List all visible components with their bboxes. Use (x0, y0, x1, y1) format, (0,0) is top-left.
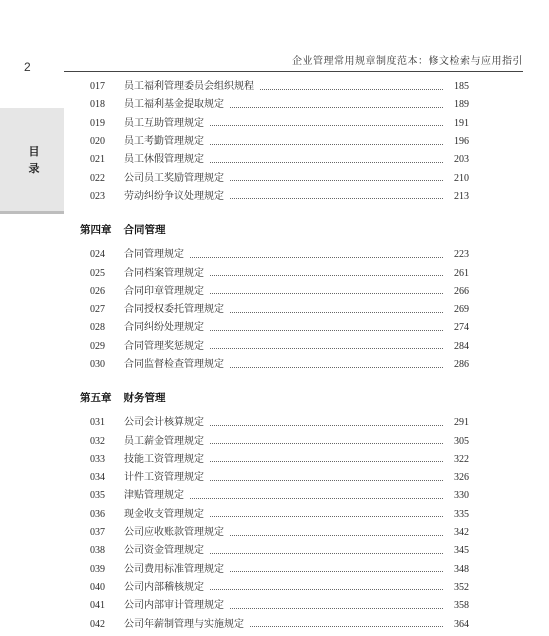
toc-entry-title: 公司内部审计管理规定 (124, 600, 224, 612)
toc-dot-leader (210, 589, 443, 590)
chapter-label: 第四章 (80, 223, 112, 236)
toc-entry-title: 公司年薪制管理与实施规定 (124, 618, 244, 630)
toc-entry-number: 025 (90, 267, 105, 279)
toc-entry-number: 038 (90, 545, 105, 557)
toc-entry[interactable] (80, 115, 469, 133)
running-header-title: 企业管理常用规章制度范本：修文检索与应用指引 (292, 56, 523, 67)
side-tab-accent-bar (0, 211, 64, 214)
toc-dot-leader (230, 180, 443, 181)
toc-dot-leader (190, 257, 443, 258)
chapter-heading (80, 387, 469, 407)
toc-entry-page: 191 (454, 117, 469, 129)
toc-entry-page: 189 (454, 99, 469, 111)
toc-entry-title: 公司会计核算规定 (124, 417, 204, 429)
toc-entry[interactable] (80, 432, 469, 450)
toc-dot-leader (210, 443, 443, 444)
toc-entry[interactable] (80, 451, 469, 469)
toc-entry[interactable] (80, 283, 469, 301)
toc-dot-leader (210, 144, 443, 145)
toc-entry[interactable] (80, 301, 469, 319)
page-number: 2 (24, 60, 31, 74)
toc-dot-leader (230, 571, 443, 572)
toc-dot-leader (210, 330, 443, 331)
toc-entry[interactable] (80, 264, 469, 282)
toc-entry-page: 185 (454, 81, 469, 93)
toc-entry-number: 018 (90, 99, 105, 111)
toc-entry-title: 员工福利基金提取规定 (124, 99, 224, 111)
toc-dot-leader (210, 480, 443, 481)
toc-entry-number: 040 (90, 581, 105, 593)
toc-entry-number: 042 (90, 618, 105, 630)
toc-entry-page: 203 (454, 154, 469, 166)
toc-dot-leader (210, 425, 443, 426)
toc-dot-leader (210, 516, 443, 517)
toc-entry-number: 023 (90, 190, 105, 202)
toc-entry-page: 196 (454, 136, 469, 148)
toc-entry-number: 039 (90, 563, 105, 575)
toc-entry[interactable] (80, 151, 469, 169)
toc-dot-leader (230, 535, 443, 536)
toc-entry-page: 342 (454, 527, 469, 539)
toc-entry-title: 津贴管理规定 (124, 490, 184, 502)
toc-entry-title: 合同管理奖惩规定 (124, 340, 204, 352)
side-tab-char: 录 (28, 161, 40, 175)
toc-entry-title: 公司费用标准管理规定 (124, 563, 224, 575)
toc-entry-page: 322 (454, 453, 469, 465)
toc-entry-title: 公司员工奖励管理规定 (124, 172, 224, 184)
toc-entry-title: 公司内部稽核规定 (124, 581, 204, 593)
chapter-label: 第五章 (80, 391, 112, 404)
toc-entry-page: 210 (454, 172, 469, 184)
toc-entry-page: 223 (454, 249, 469, 261)
toc-dot-leader (230, 107, 443, 108)
toc-entry-page: 286 (454, 359, 469, 370)
toc-entry[interactable] (80, 246, 469, 264)
toc-entry-number: 017 (90, 81, 105, 93)
toc-dot-leader (230, 367, 443, 368)
chapter-name: 财务管理 (123, 391, 166, 404)
toc-entry-page: 335 (454, 508, 469, 520)
header-rule (64, 71, 523, 72)
toc-entry-number: 031 (90, 417, 105, 429)
toc-entry[interactable] (80, 338, 469, 356)
toc-entry-title: 合同印章管理规定 (124, 285, 204, 297)
toc-entry-title: 合同授权委托管理规定 (124, 304, 224, 316)
toc-entry-title: 员工互助管理规定 (124, 117, 204, 129)
toc-entry-page: 326 (454, 472, 469, 484)
toc-entry-page: 352 (454, 581, 469, 593)
toc-entry[interactable] (80, 615, 469, 633)
toc-entry[interactable] (80, 78, 469, 96)
toc-dot-leader (210, 293, 443, 294)
toc-entry-title: 技能工资管理规定 (124, 453, 204, 465)
toc-entry-title: 劳动纠纷争议处理规定 (124, 190, 224, 202)
toc-entry-number: 041 (90, 600, 105, 612)
toc-entry-page: 345 (454, 545, 469, 557)
toc-entry-page: 261 (454, 267, 469, 279)
toc-dot-leader (250, 626, 443, 627)
toc-entry-number: 036 (90, 508, 105, 520)
toc-entry-number: 024 (90, 249, 105, 261)
table-of-contents (80, 78, 469, 634)
toc-entry-title: 合同管理规定 (124, 249, 184, 261)
toc-entry-number: 020 (90, 136, 105, 148)
toc-entry[interactable] (80, 524, 469, 542)
toc-dot-leader (230, 608, 443, 609)
toc-entry-page: 358 (454, 600, 469, 612)
toc-entry-title: 合同纠纷处理规定 (124, 322, 204, 334)
toc-dot-leader (210, 461, 443, 462)
toc-entry-title: 员工考勤管理规定 (124, 136, 204, 148)
toc-entry[interactable] (80, 319, 469, 337)
toc-dot-leader (230, 198, 443, 199)
toc-entry-page: 274 (454, 322, 469, 334)
toc-entry-page: 213 (454, 190, 469, 202)
toc-dot-leader (210, 125, 443, 126)
toc-entry[interactable] (80, 542, 469, 560)
toc-entry-number: 021 (90, 154, 105, 166)
toc-entry-number: 029 (90, 340, 105, 352)
toc-entry-number: 027 (90, 304, 105, 316)
toc-dot-leader (210, 162, 443, 163)
toc-dot-leader (210, 348, 443, 349)
toc-entry[interactable] (80, 133, 469, 151)
side-tab (0, 108, 64, 211)
toc-entry-title: 现金收支管理规定 (124, 508, 204, 520)
toc-entry[interactable] (80, 169, 469, 187)
toc-entry-title: 公司应收账款管理规定 (124, 527, 224, 539)
toc-entry[interactable] (80, 414, 469, 432)
toc-entry[interactable] (80, 506, 469, 524)
toc-entry-title: 员工休假管理规定 (124, 154, 204, 166)
toc-entry-page: 284 (454, 340, 469, 352)
toc-dot-leader (230, 312, 443, 313)
toc-entry-number: 035 (90, 490, 105, 502)
toc-entry-number: 028 (90, 322, 105, 334)
toc-entry-page: 348 (454, 563, 469, 575)
toc-entry[interactable] (80, 561, 469, 579)
toc-entry-title: 员工福利管理委员会组织规程 (124, 81, 254, 93)
toc-entry-page: 269 (454, 304, 469, 316)
toc-entry-number: 030 (90, 359, 105, 370)
toc-dot-leader (210, 275, 443, 276)
toc-entry-page: 364 (454, 618, 469, 630)
toc-dot-leader (190, 498, 443, 499)
toc-entry[interactable] (80, 188, 469, 206)
toc-entry-number: 019 (90, 117, 105, 129)
toc-entry-number: 032 (90, 435, 105, 447)
toc-entry-page: 330 (454, 490, 469, 502)
toc-entry[interactable] (80, 356, 469, 374)
toc-entry-number: 026 (90, 285, 105, 297)
toc-entry-title: 公司资金管理规定 (124, 545, 204, 557)
toc-entry-title: 合同档案管理规定 (124, 267, 204, 279)
toc-entry[interactable] (80, 597, 469, 615)
toc-entry-number: 037 (90, 527, 105, 539)
side-tab-label (10, 108, 58, 211)
chapter-name: 合同管理 (123, 223, 166, 236)
toc-entry[interactable] (80, 487, 469, 505)
chapter-heading (80, 219, 469, 239)
toc-entry-page: 305 (454, 435, 469, 447)
toc-entry-title: 计件工资管理规定 (124, 472, 204, 484)
toc-entry-page: 291 (454, 417, 469, 429)
side-tab-char: 目 (28, 144, 40, 158)
toc-entry[interactable] (80, 579, 469, 597)
toc-entry-number: 022 (90, 172, 105, 184)
toc-dot-leader (260, 89, 443, 90)
toc-entry-title: 员工薪金管理规定 (124, 435, 204, 447)
toc-entry-number: 034 (90, 472, 105, 484)
toc-dot-leader (210, 553, 443, 554)
toc-entry[interactable] (80, 96, 469, 114)
toc-entry-title: 合同监督检查管理规定 (124, 359, 224, 370)
toc-entry-number: 033 (90, 453, 105, 465)
toc-entry[interactable] (80, 469, 469, 487)
toc-entry-page: 266 (454, 285, 469, 297)
